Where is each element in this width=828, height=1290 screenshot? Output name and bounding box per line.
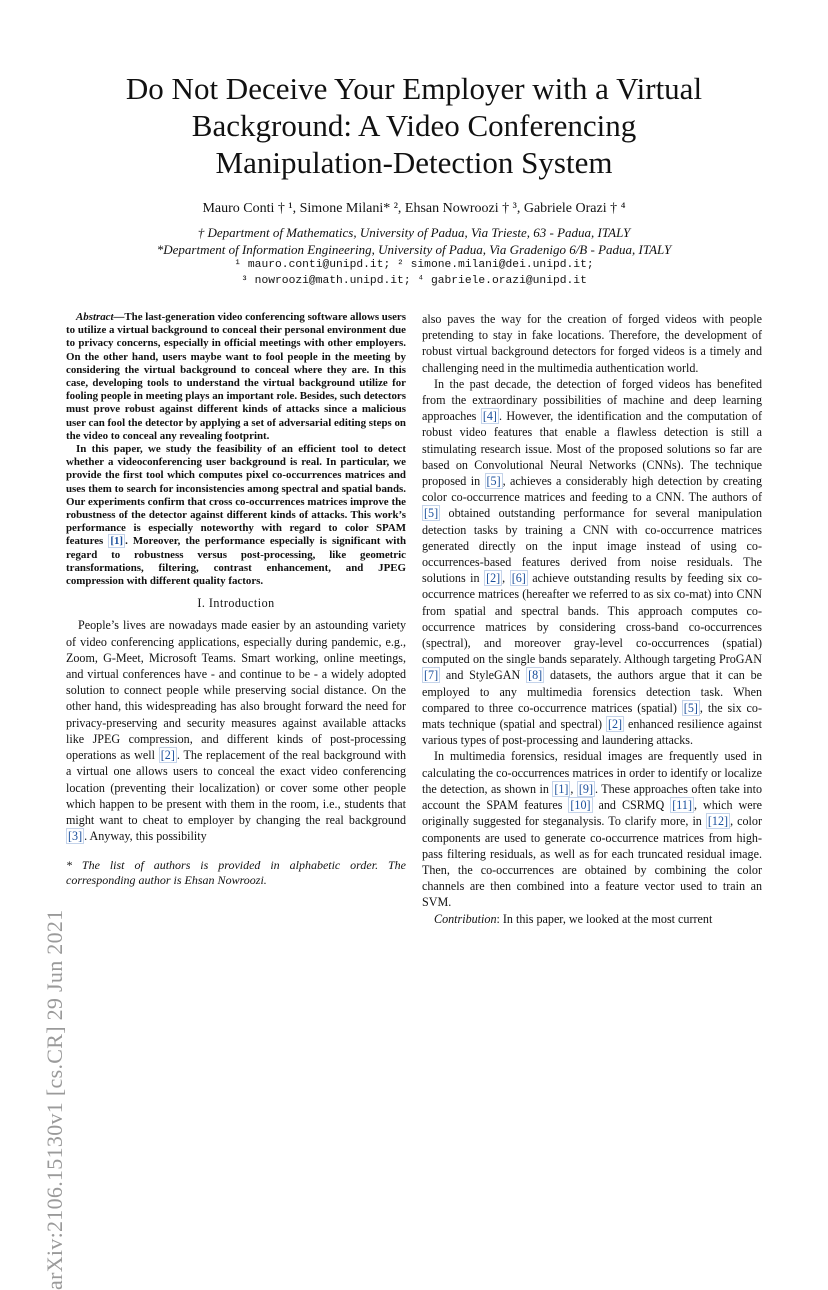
text: In the past decade, the detection of forged videos has benefited from the extraordinary possibilities of machine and deep learning approaches — [422, 376, 762, 424]
abstract-text-2a: In this paper, we study the feasibility of an efficient tool to detect whether a videoconferencing user background is real. In particular, we provide the first tool which computes pixel co-occurrences matrices and uses them to search for inconsistencies among spectral and spatial bands. Our experiments confirm that cross co-occurrences matrices improve the robustness of the detector against different kinds of attacks. This work’s performance is especially noteworthy with regard to color SPAM features — [66, 443, 406, 548]
authors-footnote: * The list of authors is provided in alphabetic order. The corresponding author is Ehsan Nowroozi. — [66, 858, 406, 888]
right-paragraph-1: also paves the way for the creation of forged videos with people pretending to stay in fake locations. Therefore, the development of robust virtual background detectors for forged videos is a timely and challenging need in the multimedia authentication world. — [422, 312, 762, 375]
text: , achieves a considerably high detection by creating color co-occurrence matrices and feeding to a CNN. The authors of — [422, 474, 762, 505]
citation-link[interactable]: [5] — [683, 700, 698, 715]
arxiv-stamp-container — [20, 760, 67, 1290]
title-line-1: Do Not Deceive Your Employer with a Virtual — [125, 71, 703, 106]
intro-text-a: People’s lives are nowadays made easier by an astounding variety of video conferencing applications, especially during pandemic, e.g., Zoom, G-Meet, Microsoft Teams. Smart working, online meetings, and virtual conferences have - and continue to be - a widely adopted solution to connect people while preserving social distance. On the other hand, this widespreading has also brought forward the need for privacy-preserving and security measures against available attacks like JPEG compression, and different kinds of post-processing operations as well — [66, 618, 406, 763]
contribution-label: Contribution — [434, 911, 497, 926]
text: . These approaches often take into account the SPAM features — [422, 781, 762, 813]
email-line-2: ³ nowroozi@math.unipd.it; ⁴ gabriele.orazi@unipd.it — [241, 275, 587, 287]
abstract — [66, 311, 406, 588]
text: , the six co-mats technique (spatial and spectral) — [422, 700, 762, 732]
affiliation-engineering: *Department of Information Engineering, University of Padua, Via Gradenigo 6/B - Padua, ITALY — [156, 242, 672, 257]
text: In multimedia forensics, residual images are frequently used in calculating the co-occurrences matrices in order to identify or localize the detection, as shown in — [422, 749, 762, 796]
paper-title — [60, 70, 768, 181]
text: and StyleGAN — [440, 668, 527, 683]
right-paragraph-3 — [422, 748, 762, 910]
text: and CSRMQ — [592, 798, 671, 813]
citation-link[interactable]: [2] — [160, 748, 175, 763]
arxiv-stamp[interactable]: arXiv:2106.15130v1 [cs.CR] 29 Jun 2021 — [42, 909, 67, 1290]
intro-paragraph — [66, 617, 406, 844]
text: , — [570, 781, 577, 796]
title-line-2: Background: A Video Conferencing — [191, 108, 637, 143]
citation-link[interactable]: [11] — [672, 798, 692, 813]
author-list: Mauro Conti † ¹, Simone Milani* ², Ehsan Nowroozi † ³, Gabriele Orazi † ⁴ — [202, 201, 626, 216]
abstract-paragraph-2 — [66, 443, 406, 588]
abstract-text-2b: . Moreover, the performance especially is significant with regard to robustness versus post-processing, like geometric transformations, filtering, contrast enhancement, and JPEG compression with different quality factors. — [66, 535, 407, 588]
right-column — [422, 311, 762, 927]
citation-link[interactable]: [6] — [511, 571, 526, 586]
abstract-text-1: —The last-generation video conferencing software allows users to utilize a virtual background to conceal their personal environment due to privacy concerns, especially in official meetings with other employers. On the other hand, users maybe want to fool people in the meeting by considering the virtual background to conceal where they are. In this case, developing tools to understand the virtual background utilize for fooling people in meeting plays an important role. Besides, such detectors must prove robust against different kinds of attacks since a malicious user can fool the detector by applying a set of adversarial editing steps on the video to conceal any revealing footprint. — [66, 311, 406, 442]
right-paragraph-4 — [422, 911, 762, 927]
citation-link[interactable]: [3] — [68, 829, 83, 844]
citation-link[interactable]: [10] — [570, 798, 591, 813]
title-line-3: Manipulation-Detection System — [215, 145, 613, 180]
intro-text-b: . The replacement of the real background with a virtual one allows users to conceal the exact video conferencing location (preventing their localization) or cover some other people which happen to be present with them in the room, i.e., students that might want to cheat to employer by changing the real background — [66, 748, 406, 827]
text: , — [502, 571, 510, 586]
citation-link[interactable]: [4] — [482, 409, 497, 424]
text: enhanced resilience against various types of post-processing and laundering attacks. — [422, 717, 762, 748]
text: : In this paper, we looked at the most current — [496, 911, 713, 926]
citation-link[interactable]: [1] — [110, 535, 124, 548]
text: . However, the identification and the computation of robust video features that enable a flawless detection is still a stimulating research issue. Most of the proposed solutions so far are based on Convolutional Neural Networks (CNNs). The technique proposed in — [422, 409, 762, 489]
citation-link[interactable]: [8] — [528, 668, 543, 683]
email-line-1: ¹ mauro.conti@unipd.it; ² simone.milani@dei.unipd.it; — [234, 259, 594, 271]
citation-link[interactable]: [2] — [486, 571, 501, 586]
section-heading-introduction: I. Introduction — [197, 596, 275, 611]
citation-link[interactable]: [2] — [607, 717, 623, 732]
text: , which were originally suggested for steganalysis. To clarify more, in — [422, 798, 762, 829]
text: datasets, the authors argue that it can be employed to any multimedia forensics detection task. When compared to three co-occurrence matrices (spatial) — [422, 668, 763, 715]
citation-link[interactable]: [1] — [554, 781, 569, 796]
intro-text-c: . Anyway, this possibility — [84, 829, 207, 844]
affiliation-math: † Department of Mathematics, University of Padua, Via Trieste, 63 - Padua, ITALY — [197, 225, 631, 240]
citation-link[interactable]: [5] — [424, 506, 439, 521]
citation-link[interactable]: [7] — [424, 668, 439, 683]
text: obtained outstanding performance for several manipulation detection tasks by training a CNN with co-occurrence matrices generated directly on the input image instead of using co-occurrences-based features derived from noise residuals. The solutions in — [422, 506, 762, 586]
text: achieve outstanding results by feeding six co-occurrence matrices (hereafter we referred to as six co-mat) into CNN from spatial and spectral bands. This approach computes co-occurrence matrices by considering cross-band co-occurrences (spectral), and moreover gray-level co-occurrences (spatial) computed on the single bands separately. Although targeting ProGAN — [422, 571, 763, 667]
citation-link[interactable]: [9] — [578, 781, 593, 796]
citation-link[interactable]: [5] — [486, 474, 501, 489]
citation-link[interactable]: [12] — [707, 814, 729, 829]
abstract-paragraph-1 — [66, 311, 406, 443]
text: , color components are used to generate co-occurrence matrices from high-pass filtering residuals, as well as for each truncated residual image. Then, the co-occurrences are obtained by combining the color channels are then combined into a feature vector used to train an SVM. — [422, 814, 762, 910]
left-column — [66, 311, 406, 900]
abstract-label: Abstract — [76, 311, 114, 323]
right-paragraph-2 — [422, 376, 762, 749]
